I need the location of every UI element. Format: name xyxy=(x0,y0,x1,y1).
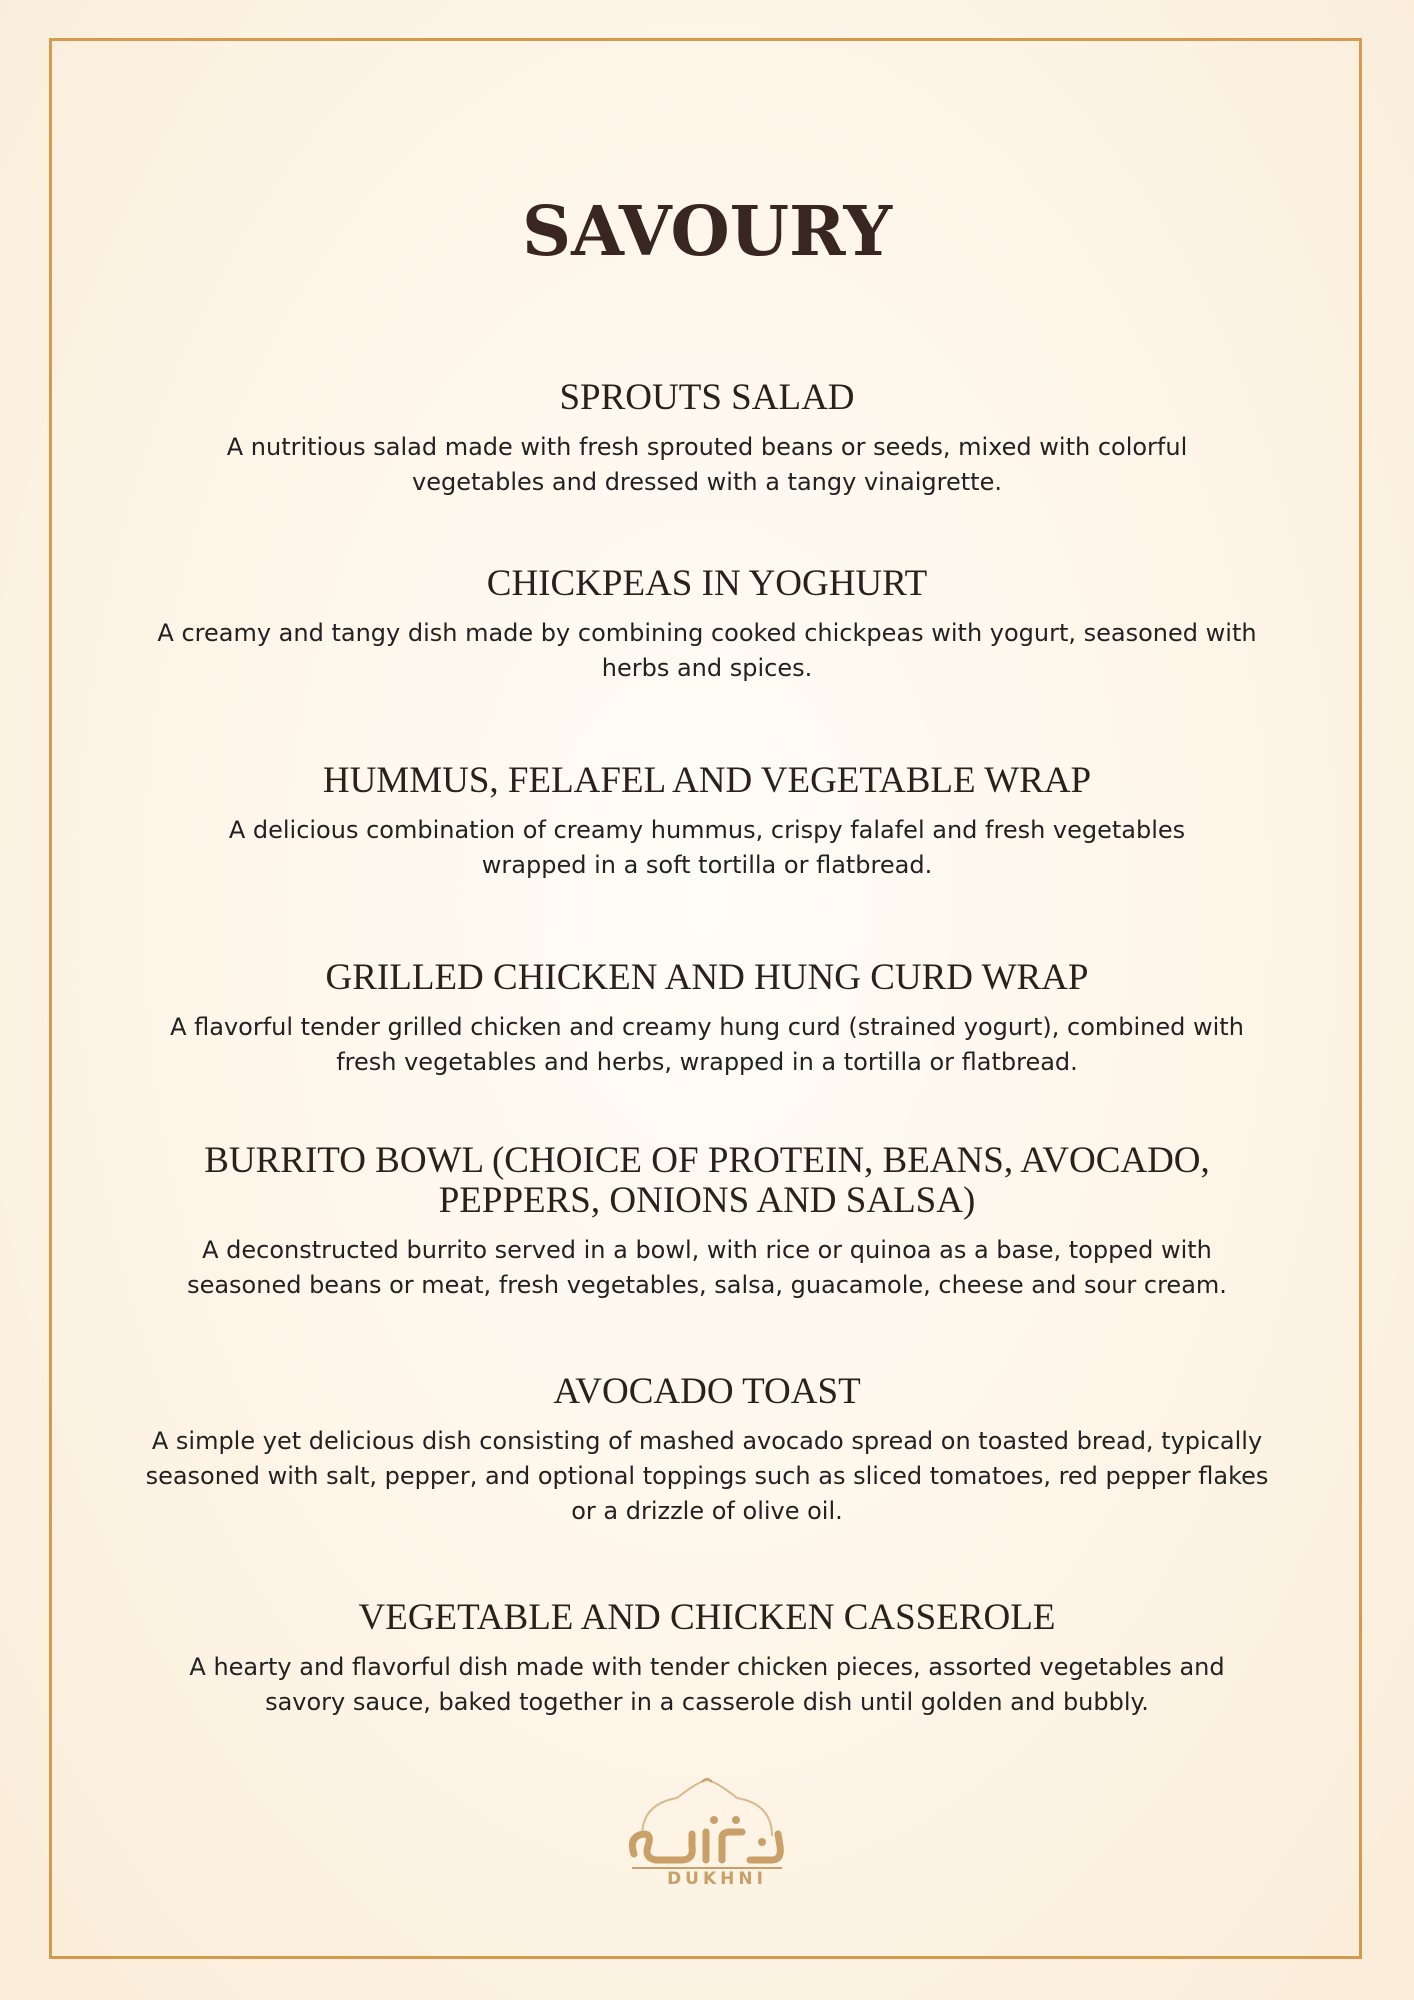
menu-item-description: A delicious combination of creamy hummus, crispy falafel and fresh vegetables wrapped in a soft tortilla or flatbread. xyxy=(228,816,1186,879)
menu-item xyxy=(130,1372,1284,1529)
menu-item-name: SPROUTS SALAD xyxy=(559,377,855,418)
menu-item-name: GRILLED CHICKEN AND HUNG CURD WRAP xyxy=(325,957,1089,998)
menu-item-description: A hearty and flavorful dish made with tender chicken pieces, assorted vegetables and savory sauce, baked together in a casserole dish until golden and bubbly. xyxy=(189,1653,1225,1716)
menu-item-description: A deconstructed burrito served in a bowl, with rice or quinoa as a base, topped with seasoned beans or meat, fresh vegetables, salsa, guacamole, cheese and sour cream. xyxy=(187,1236,1227,1299)
menu-item xyxy=(130,958,1284,1080)
menu-item-description: A flavorful tender grilled chicken and creamy hung curd (strained yogurt), combined with fresh vegetables and herbs, wrapped in a tortilla or flatbread. xyxy=(170,1013,1244,1076)
menu-item-name: HUMMUS, FELAFEL AND VEGETABLE WRAP xyxy=(322,760,1092,801)
menu-item-description: A nutritious salad made with fresh sprouted beans or seeds, mixed with colorful vegetables and dressed with a tangy vinaigrette. xyxy=(226,433,1188,496)
menu-item xyxy=(130,1598,1284,1720)
menu-item-description: A creamy and tangy dish made by combining cooked chickpeas with yogurt, seasoned with herbs and spices. xyxy=(157,619,1257,682)
menu-item-name: VEGETABLE AND CHICKEN CASSEROLE xyxy=(358,1597,1056,1638)
menu-item xyxy=(130,761,1284,883)
menu-item xyxy=(130,564,1284,686)
menu-item-description: A simple yet delicious dish consisting of mashed avocado spread on toasted bread, typically seasoned with salt, pepper, and optional toppings such as sliced tomatoes, red pepper flakes or a drizzle of olive oil. xyxy=(145,1427,1269,1525)
menu-item-name: CHICKPEAS IN YOGHURT xyxy=(486,563,928,604)
menu-item xyxy=(130,1141,1284,1303)
svg-text:DUKHNI: DUKHNI xyxy=(667,1869,767,1886)
dukhni-logo xyxy=(622,1776,792,1886)
menu-item-name: BURRITO BOWL (CHOICE OF PROTEIN, BEANS, AVOCADO, PEPPERS, ONIONS AND SALSA) xyxy=(204,1140,1210,1221)
menu-item-name: AVOCADO TOAST xyxy=(553,1371,861,1412)
page-title: SAVOURY xyxy=(522,192,892,272)
menu-item xyxy=(130,378,1284,500)
